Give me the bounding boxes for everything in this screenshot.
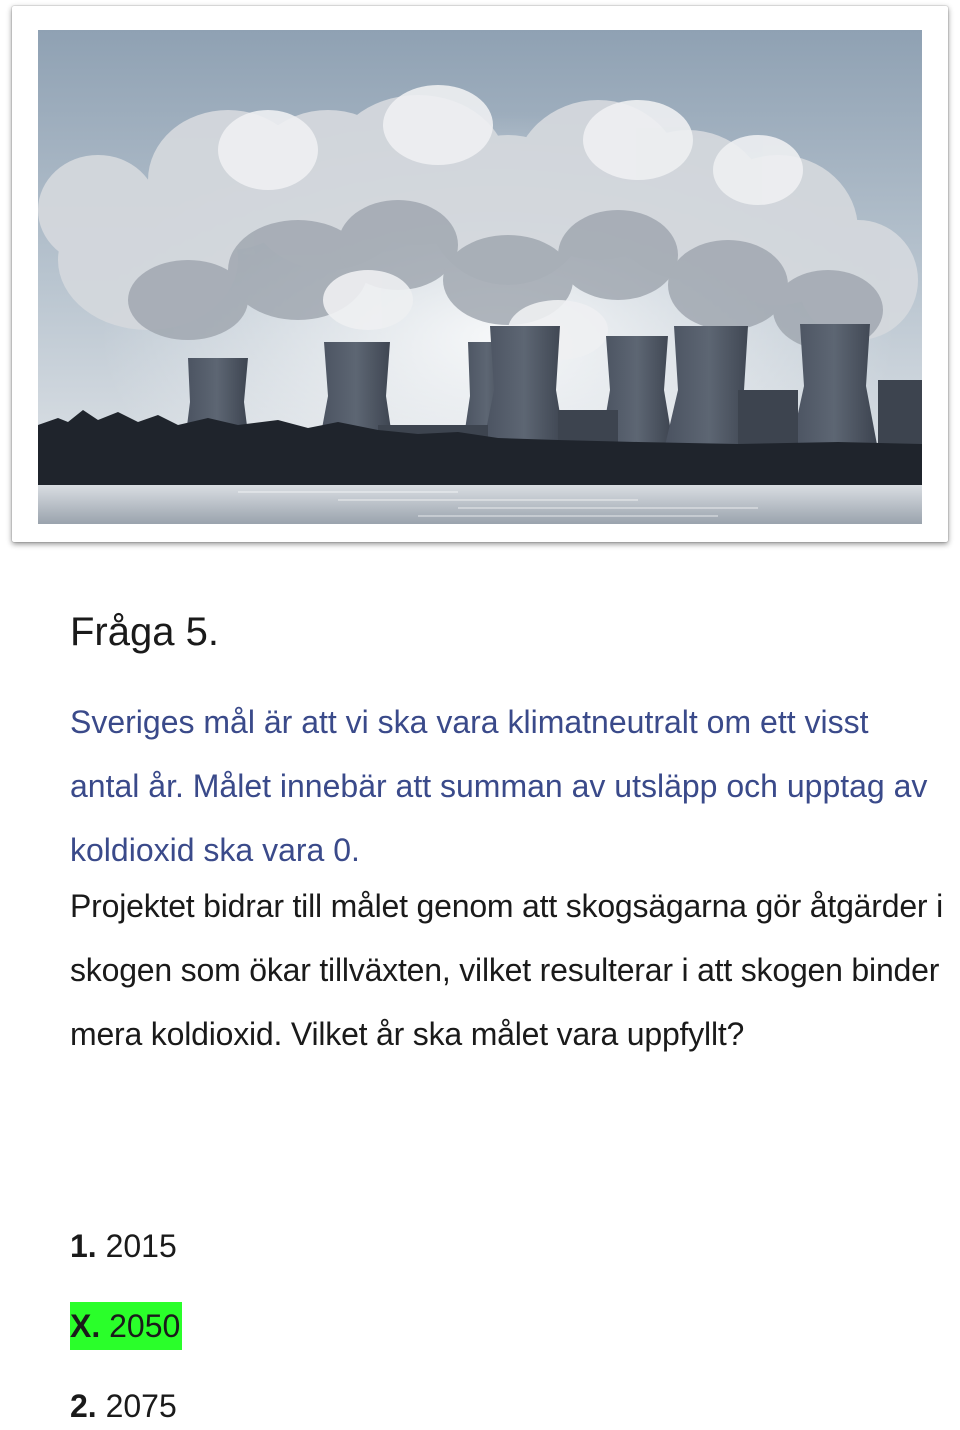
power-plant-photo-icon	[38, 30, 922, 524]
power-plant-photo	[38, 30, 922, 524]
answer-option-x[interactable]	[70, 1302, 182, 1350]
answer-option-2[interactable]	[70, 1382, 177, 1430]
question-text: Projektet bidrar till målet genom att skogsägarna gör åtgärder i skogen som ökar tillväxten, vilket resulterar i att skogen binder mera koldioxid. Vilket år ska målet vara uppfyllt?	[70, 888, 943, 1052]
option-value: 2015	[105, 1228, 177, 1264]
photo-frame	[12, 6, 948, 542]
option-key: X.	[70, 1308, 101, 1344]
intro-text: Sveriges mål är att vi ska vara klimatneutralt om ett visst antal år. Målet innebär att summan av utsläpp och upptag av koldioxid ska vara 0.	[70, 704, 928, 868]
option-key: 2.	[70, 1388, 97, 1424]
question-heading: Fråga 5.	[70, 610, 219, 654]
option-value: 2050	[109, 1308, 181, 1344]
answer-option-1[interactable]	[70, 1222, 177, 1270]
option-key: 1.	[70, 1228, 97, 1264]
option-value: 2075	[105, 1388, 177, 1424]
